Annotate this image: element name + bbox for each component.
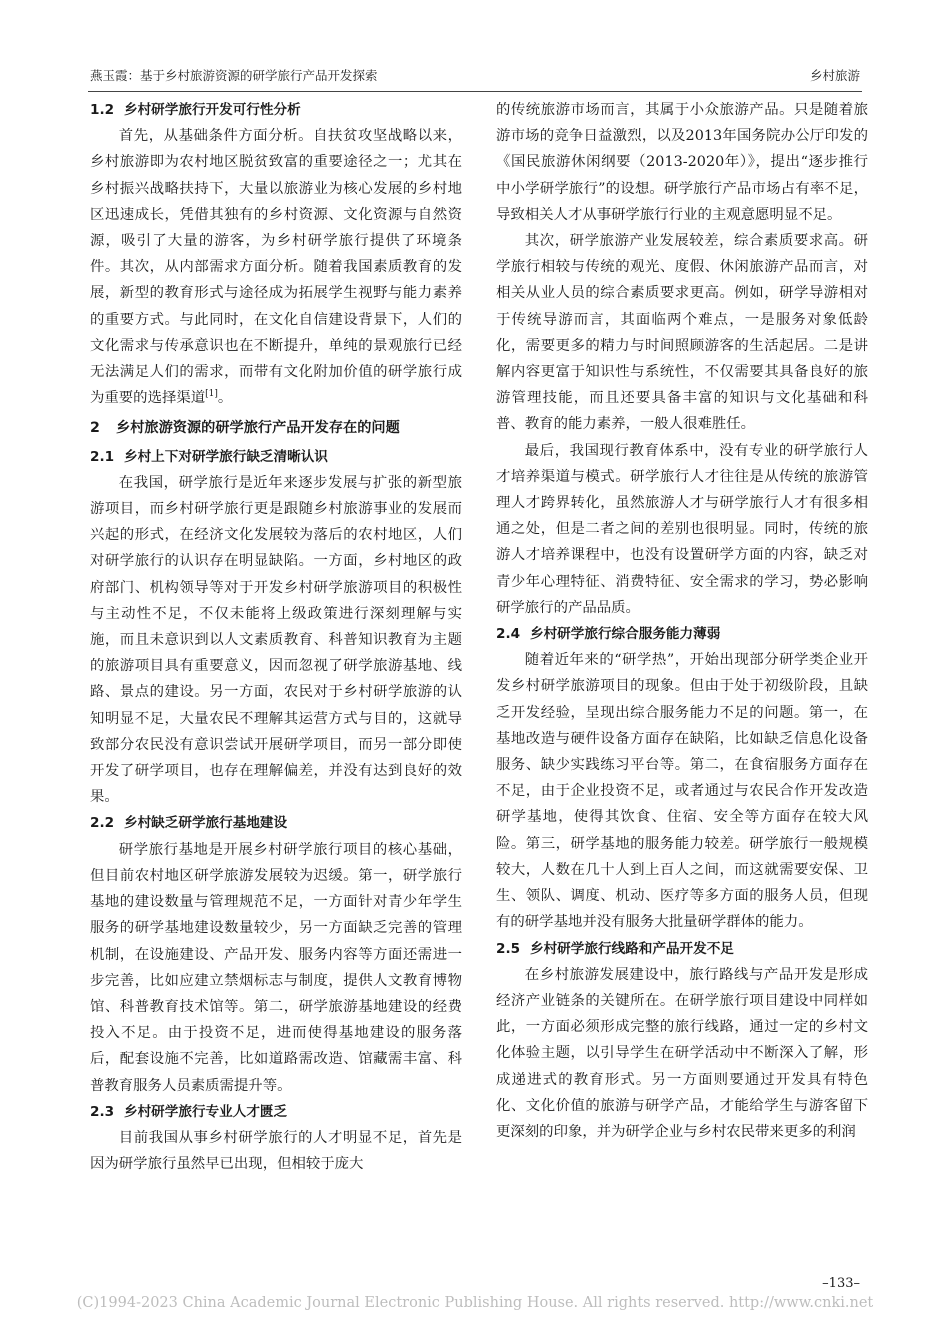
- paragraph-text: 最后，我国现行教育体系中，没有专业的研学旅行人才培养渠道与模式。研学旅行人才往往是从传统的旅游管理人才跨界转化，虽然旅游人才与研学旅行人才有很多相通之处，但是二者之间的差别也很明显。同时，传统的旅游人才培养课程中，也没有设置研学方面的内容，缺乏对青少年心理特征、消费特征、安全需求的学习，势必影响研学旅行的产品品质。: [496, 442, 868, 616]
- right-column: [496, 97, 868, 1145]
- paragraph-tail: 。: [217, 390, 233, 407]
- page-number: –133–: [822, 1276, 860, 1291]
- section-heading: [90, 1099, 462, 1125]
- body-paragraph: [496, 647, 868, 935]
- section-number: 2.3: [90, 1103, 115, 1120]
- section-number: 2.5: [496, 940, 521, 957]
- section-number: 2.2: [90, 815, 115, 832]
- paragraph-text: 其次，研学旅游产业发展较差，综合素质要求高。研学旅行相较与传统的观光、度假、休闲旅游产品而言，对相关从业人员的综合素质要求更高。例如，研学导游相对于传统导游而言，其面临两个难点，一是服务对象低龄化，需要更多的精力与时间照顾游客的生活起居。二是讲解内容更富于知识性与系统性，不仅需要其具备良好的旅游管理技能，而且还要具备丰富的知识与文化基础和科普、教育的能力素养，一般人很难胜任。: [496, 233, 868, 433]
- section-number: 1.2: [90, 102, 115, 118]
- paragraph-text: 目前我国从事乡村研学旅行的人才明显不足，首先是因为研学旅行虽然早已出现，但相较于庞大: [90, 1129, 462, 1173]
- header-article-title: 燕玉霞：基于乡村旅游资源的研学旅行产品开发探索: [90, 68, 378, 83]
- citation-marker[interactable]: [1]: [205, 389, 218, 400]
- section-heading: [90, 810, 462, 836]
- section-title: 乡村缺乏研学旅行基地建设: [124, 815, 288, 832]
- section-number: 2: [90, 420, 100, 437]
- body-paragraph: [496, 228, 868, 438]
- section-heading: [496, 936, 868, 962]
- paragraph-text: 的传统旅游市场而言，其属于小众旅游产品。只是随着旅游市场的竞争日益激烈，以及2013年国务院办公厅印发的《国民旅游休闲纲要（2013-2020年）》，提出“逐步推行中小学研学旅行”的设想。研学旅行产品市场占有率不足，导致相关人才从事研学旅行行业的主观意愿明显不足。: [496, 102, 868, 223]
- left-column: [90, 97, 462, 1177]
- body-paragraph: [496, 438, 868, 621]
- section-heading: [496, 621, 868, 647]
- section-title: 乡村旅游资源的研学旅行产品开发存在的问题: [116, 420, 400, 437]
- paragraph-text: 首先，从基础条件方面分析。自扶贫攻坚战略以来，乡村旅游即为农村地区脱贫致富的重要途径之一；尤其在乡村振兴战略扶持下，大量以旅游业为核心发展的乡村地区迅速成长，凭借其独有的乡村资源、文化资源与自然资源，吸引了大量的游客，为乡村研学旅行提供了环境条件。其次，从内部需求方面分析。随着我国素质教育的发展，新型的教育形式与途径成为拓展学生视野与能力素养的重要方式。与此同时，在文化自信建设背景下，人们的文化需求与传承意识也在不断提升，单纯的景观旅行已经无法满足人们的需求，而带有文化附加价值的研学旅行成为重要的选择渠道: [90, 128, 462, 407]
- section-heading: [90, 97, 462, 123]
- paragraph-text: 在我国，研学旅行是近年来逐步发展与扩张的新型旅游项目，而乡村研学旅行更是跟随乡村旅游事业的发展而兴起的形式，在经济文化发展较为落后的农村地区，人们对研学旅行的认识存在明显缺陷。一方面，乡村地区的政府部门、机构领导等对于开发乡村研学旅游项目的积极性与主动性不足，不仅未能将上级政策进行深刻理解与实施，而且未意识到以人文素质教育、科普知识教育为主题的旅游项目具有重要意义，因而忽视了研学旅游基地、线路、景点的建设。另一方面，农民对于乡村研学旅游的认知明显不足，大量农民不理解其运营方式与目的，这就导致部分农民没有意识尝试开展研学项目，而另一部分即使开发了研学项目，也存在理解偏差，并没有达到良好的效果。: [90, 474, 462, 806]
- paragraph-text: 随着近年来的“研学热”，开始出现部分研学类企业开发乡村研学旅游项目的现象。但由于处于初级阶段，且缺乏开发经验，呈现出综合服务能力不足的问题。第一，在基地改造与硬件设备方面存在缺陷，比如缺乏信息化设备服务、缺少实践练习平台等。第二，在食宿服务方面存在不足，由于企业投资不足，或者通过与农民合作开发改造研学基地，使得其饮食、住宿、安全等方面存在较大风险。第三，研学基地的服务能力较差。研学旅行一般规模较大，人数在几十人到上百人之间，而这就需要安保、卫生、领队、调度、机动、医疗等多方面的服务人员，但现有的研学基地并没有服务大批量研学群体的能力。: [496, 652, 868, 931]
- section-number: 2.1: [90, 448, 115, 465]
- paragraph-text: 在乡村旅游发展建设中，旅行路线与产品开发是形成经济产业链条的关键所在。在研学旅行项目建设中同样如此，一方面必须形成完整的旅行线路，通过一定的乡村文化体验主题，以引导学生在研学活动中不断深入了解，形成递进式的教育形式。另一方面则要通过开发具有特色化、文化价值的旅游与研学产品，才能给学生与游客留下更深刻的印象，并为研学企业与乡村农民带来更多的利润: [496, 966, 868, 1140]
- body-paragraph: [90, 123, 462, 411]
- body-paragraph: [90, 837, 462, 1099]
- section-heading: [90, 444, 462, 470]
- body-paragraph: [90, 470, 462, 811]
- paragraph-text: 研学旅行基地是开展乡村研学旅行项目的核心基础，但目前农村地区研学旅游发展较为迟缓。第一，研学旅行基地的建设数量与管理规范不足，一方面针对青少年学生服务的研学基地建设数量较少，另一方面缺乏完善的管理机制，在设施建设、产品开发、服务内容等方面还需进一步完善，比如应建立禁烟标志与制度，提供人文教育博物馆、科普教育技术馆等。第二，研学旅游基地建设的经费投入不足。由于投资不足，进而使得基地建设的服务落后，配套设施不完善，比如道路需改造、馆藏需丰富、科普教育服务人员素质需提升等。: [90, 841, 462, 1094]
- section-heading: [90, 415, 462, 441]
- section-title: 乡村研学旅行开发可行性分析: [124, 102, 301, 118]
- copyright-footer: (C)1994-2023 China Academic Journal Electronic Publishing House. All rights reserved. http://www.cnki.net: [76, 1295, 874, 1311]
- header-section-name: 乡村旅游: [809, 68, 860, 83]
- section-title: 乡村研学旅行综合服务能力薄弱: [530, 626, 721, 643]
- body-paragraph: [90, 1125, 462, 1177]
- body-paragraph: [496, 97, 868, 228]
- running-header: [90, 66, 860, 88]
- section-title: 乡村研学旅行线路和产品开发不足: [530, 940, 734, 957]
- header-rule: [88, 91, 862, 92]
- section-number: 2.4: [496, 626, 521, 643]
- body-paragraph: [496, 962, 868, 1145]
- section-title: 乡村研学旅行专业人才匮乏: [124, 1103, 288, 1120]
- section-title: 乡村上下对研学旅行缺乏清晰认识: [124, 448, 328, 465]
